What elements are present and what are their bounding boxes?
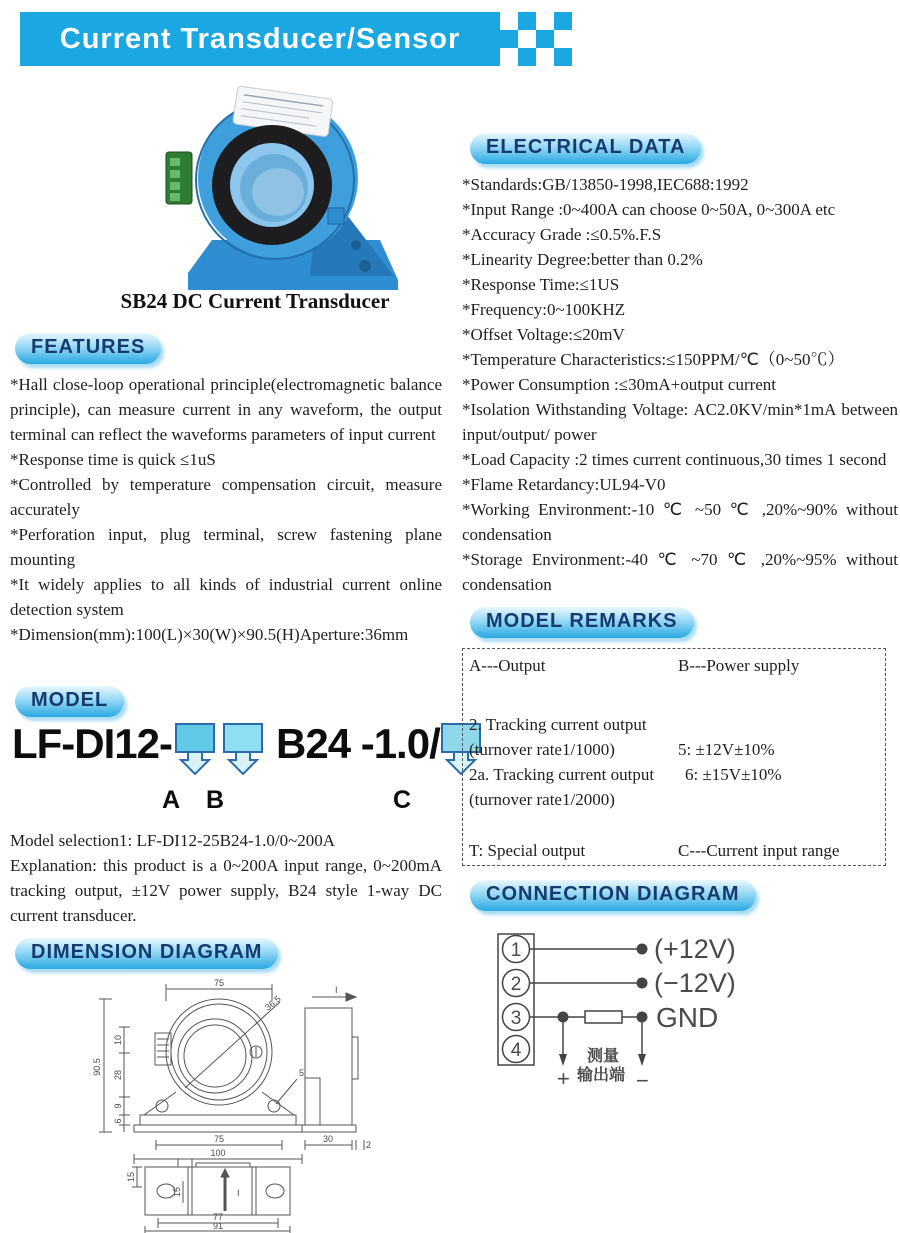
features-list [10,372,442,647]
front-terminal [155,1033,171,1065]
dim-bottom-width-inner: 77 [212,1212,224,1222]
electrical-item: *Response Time:≤1US [462,275,620,294]
label-cn-measure: 测量 [586,1048,620,1065]
feature-item: *Controlled by temperature compensation circuit, measure accurately [10,475,442,519]
checker-cell [518,48,536,66]
label-plus-terminal: + [557,1066,570,1091]
checker-cell [518,12,536,30]
node-dot [558,1012,569,1023]
terminal-pin [170,193,180,201]
dim-side-tab: 2 [366,1140,372,1150]
arrowhead-down [638,1054,646,1066]
label-minus-terminal: − [636,1068,649,1093]
dim-front-10: 10 [113,1034,123,1046]
electrical-item: *Temperature Characteristics:≤150PPM/℃（0~50℃） [462,350,845,369]
dim-front-bottom-total: 100 [210,1148,226,1158]
electrical-item: *Working Environment:-10 ℃ ~50 ℃ ,20%~90% without condensation [462,500,898,544]
product-screw [328,208,344,224]
model-option-box-b [222,722,266,778]
remark-t-special: T: Special output [469,841,586,860]
dimension-badge: DIMENSION DIAGRAM [15,938,278,969]
dim-front-9: 9 [113,1103,123,1109]
connection-badge: CONNECTION DIAGRAM [470,880,756,911]
dim-front-28: 28 [113,1069,123,1081]
electrical-item: *Flame Retardancy:UL94-V0 [462,475,666,494]
remark-2a-line1: 2a. Tracking current output [469,765,655,784]
header-banner [20,12,500,66]
dim-front-6: 6 [113,1118,123,1124]
remark-opt5: 5: ±12V±10% [678,740,775,759]
electrical-item: *Input Range :0~400A can choose 0~50A, 0~300A etc [462,200,836,219]
remark-2-line1: 2. Tracking current output [469,715,647,734]
checker-cell [536,30,554,48]
down-arrow-icon [229,752,257,774]
model-remarks-box [462,648,886,866]
front-base-plate [140,1115,296,1125]
pin-number-2: 2 [510,974,522,995]
model-label-b: B [206,786,225,814]
front-aperture-line [185,1002,280,1088]
front-gusset-right [262,1092,294,1115]
bottom-tab [178,1159,192,1167]
side-step [305,1078,320,1125]
front-bore-inner [184,1025,246,1087]
label-plus12: (+12V) [654,934,736,964]
down-arrow-icon [181,752,209,774]
label-cn-output: 输出端 [576,1067,626,1084]
electrical-badge: ELECTRICAL DATA [470,133,701,164]
model-label-a: A [162,786,181,814]
model-code-prefix: LF-DI12- [12,720,172,767]
remark-c-range: C---Current input range [678,841,840,860]
electrical-item: *Accuracy Grade :≤0.5%.F.S [462,225,662,244]
resistor-symbol [585,1011,622,1023]
label-minus12: (−12V) [654,968,736,998]
electrical-item: *Storage Environment:-40 ℃ ~70 ℃ ,20%~95% without condensation [462,550,898,594]
checker-cell [554,12,572,30]
model-selection-block [10,828,442,928]
dim-front-height: 90.5 [92,1058,102,1076]
electrical-item: *Power Consumption :≤30mA+output current [462,375,777,394]
side-tab [352,1037,358,1079]
bottom-body [145,1167,290,1215]
dim-front-hole: 5 [299,1068,305,1078]
connection-diagram [470,918,900,1103]
checker-decoration [500,12,580,68]
side-base [302,1125,356,1132]
model-explanation: Explanation: this product is a 0~200A input range, 0~200mA tracking output, ±12V power supply, B24 style 1-way DC current transducer. [10,856,442,925]
dim-front-bottom-inner: 75 [213,1134,225,1144]
dim-side-current: I [335,985,338,995]
model-option-box-a [174,722,218,778]
feature-item: *Response time is quick ≤1uS [10,450,216,469]
bottom-hole-right [266,1184,284,1198]
feature-item: *Perforation input, plug terminal, screw fastening plane mounting [10,525,442,569]
remark-2-line2: (turnover rate1/1000) [469,740,615,759]
product-base-hole [351,240,361,250]
feature-item: *Hall close-loop operational principle(electromagnetic balance principle), can measure current in any waveform, the output terminal can reflect the waveforms parameters of input current [10,375,442,444]
model-code [12,722,484,778]
model-badge: MODEL [15,686,124,717]
model-code-mid: B24 -1.0/ [276,720,440,767]
node-dot [637,944,648,955]
label-gnd: GND [656,1002,719,1033]
electrical-item: *Load Capacity :2 times current continuous,30 times 1 second [462,450,887,469]
dim-bottom-side: 15 [126,1171,136,1183]
electrical-item: *Offset Voltage:≤20mV [462,325,625,344]
electrical-item: *Standards:GB/13850-1998,IEC688:1992 [462,175,749,194]
electrical-item: *Isolation Withstanding Voltage: AC2.0KV/min*1mA between input/output/ power [462,400,898,444]
dim-front-aperture: 36.5 [262,993,283,1013]
terminal-pin [170,182,180,190]
model-remarks-badge: MODEL REMARKS [470,607,694,638]
dim-line [276,1079,297,1104]
pin-number-3: 3 [510,1008,522,1029]
product-bore-shadow [252,168,304,216]
features-badge: FEATURES [15,333,161,364]
front-ring-circle [171,1004,267,1100]
model-label-c: C [393,786,412,814]
side-body [305,1008,352,1125]
electrical-item: *Linearity Degree:better than 0.2% [462,250,703,269]
checker-cell [500,30,518,48]
model-selection: Model selection1: LF-DI12-25B24-1.0/0~200A [10,831,336,850]
checker-cell [554,48,572,66]
page-title: Current Transducer/Sensor [59,22,461,55]
arrowhead [346,993,356,1001]
dim-front-top-width: 75 [213,978,225,988]
front-bore-outer [178,1019,252,1093]
node-dot [637,978,648,989]
pin-number-1: 1 [510,940,522,961]
bottom-strip [196,1163,250,1167]
arrowhead-down [559,1054,567,1066]
remark-opt6: 6: ±15V±10% [685,765,782,784]
dim-bottom-hole: 15 [172,1186,182,1198]
electrical-list [462,172,898,597]
node-dot [637,1012,648,1023]
product-base-hole [359,260,371,272]
product-caption: SB24 DC Current Transducer [120,289,390,313]
dimension-diagram [90,975,410,1233]
electrical-item: *Frequency:0~100KHZ [462,300,626,319]
remark-b-power: B---Power supply [678,656,800,675]
product-photo [150,80,420,295]
dim-side-depth: 30 [322,1134,334,1144]
dim-bottom-width-total: 91 [212,1221,224,1231]
pin-number-4: 4 [510,1040,522,1061]
arrowhead [221,1169,229,1177]
terminal-pin [170,170,180,178]
remark-2a-line2: (turnover rate1/2000) [469,790,615,809]
terminal-pin [170,158,180,166]
feature-item: *Dimension(mm):100(L)×30(W)×90.5(H)Aperture:36mm [10,625,409,644]
dim-bottom-current: I [237,1188,240,1198]
remark-a-output: A---Output [469,656,546,675]
feature-item: *It widely applies to all kinds of industrial current online detection system [10,575,442,619]
front-base-foot [134,1125,302,1132]
